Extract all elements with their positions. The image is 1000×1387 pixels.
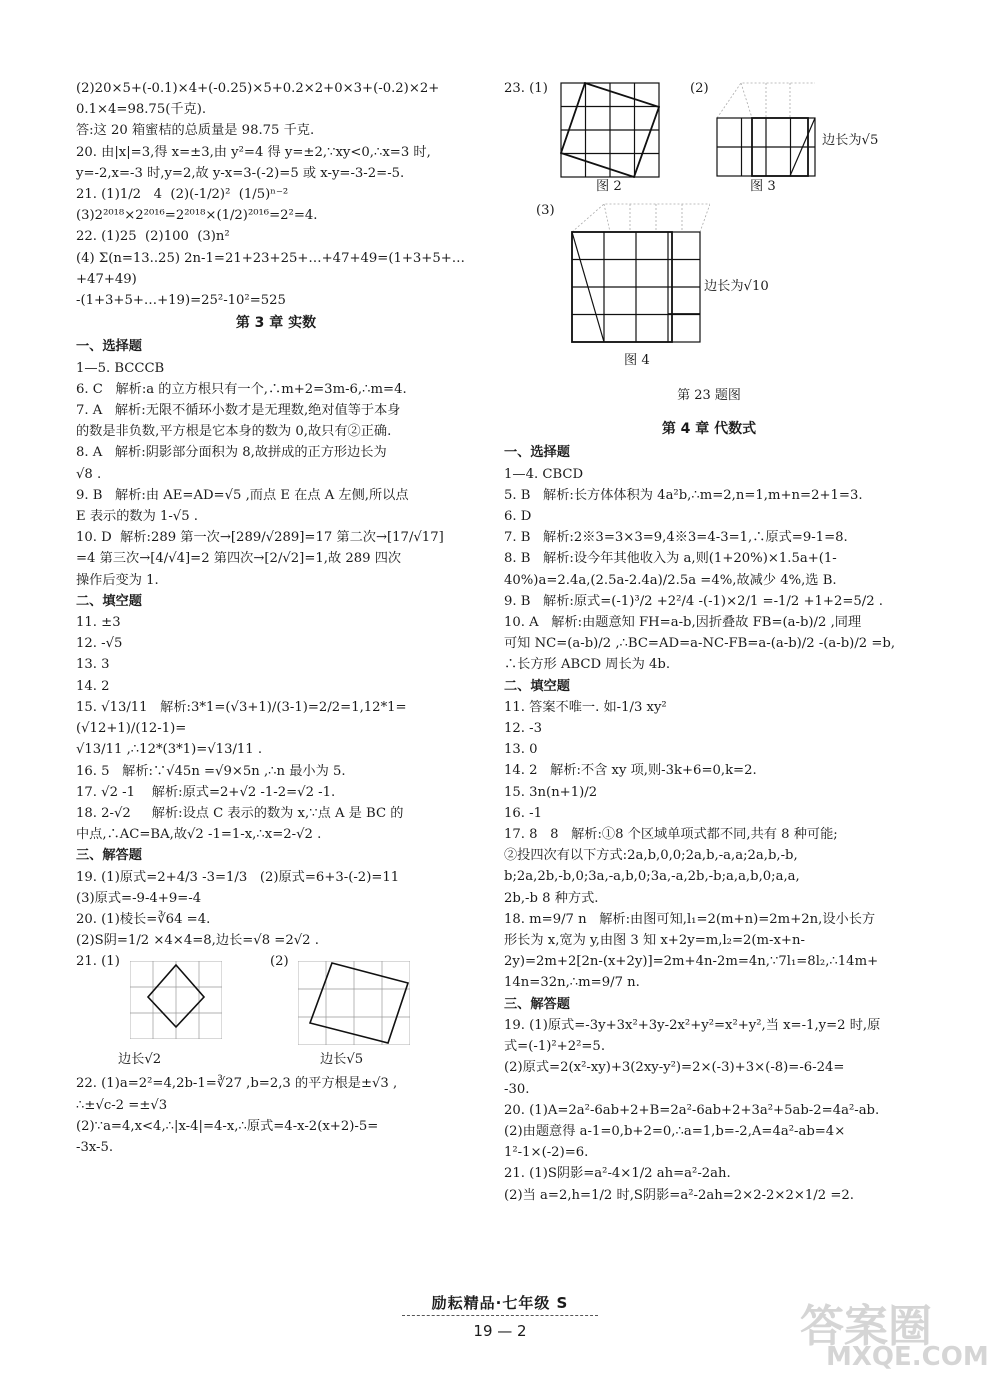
- text-line: 9. B 解析:原式=(-1)³/2 +2²/4 -(-1)×2/1 =-1/2 +1+2=5/2 .: [504, 593, 883, 609]
- text-line: ∴长方形 ABCD 周长为 4b.: [504, 657, 671, 673]
- text-line: (2)∵a=4,x<4,∴|x-4|=4-x,∴原式=4-x-2(x+2)-5=: [76, 1118, 379, 1134]
- q21-figure-1: [130, 961, 222, 1039]
- chapter-3-title: 第 3 章 实数: [235, 315, 317, 332]
- text-line: 1²-1×(-2)=6.: [504, 1145, 589, 1161]
- text-line: 10. D 解析:289 第一次→[289/√289]=17 第二次→[17/√17]: [76, 530, 444, 546]
- text-line: 7. A 解析:无限不循环小数才是无理数,绝对值等于本身: [76, 403, 401, 419]
- text-line: 12. -√5: [76, 636, 123, 652]
- text-line: 7. B 解析:2※3=3×3=9,4※3=4-3=1,∴原式=9-1=8.: [504, 530, 848, 546]
- section-title: 一、选择题: [76, 339, 142, 355]
- text-line: 20. (1)棱长=∛64 =4.: [76, 911, 211, 927]
- text-line: 22. (1)a=2²=4,2b-1=∛27 ,b=2,3 的平方根是±√3 ,: [76, 1076, 398, 1092]
- text-line: 21. (1)1/2 4 (2)(-1/2)² (1/5)ⁿ⁻²: [76, 187, 289, 203]
- text-line: 20. (1)A=2a²-6ab+2+B=2a²-6ab+2+3a²+5ab-2=4a²-ab.: [504, 1102, 880, 1118]
- text-line: 40%)a=2.4a,(2.5a-2.4a)/2.5a =4%,故减少 4%,选 B.: [504, 572, 837, 588]
- text-line: 16. -1: [504, 805, 543, 821]
- text-line: 18. 2-√2 解析:设点 C 表示的数为 x,∵点 A 是 BC 的: [76, 805, 404, 821]
- text-line: 18. m=9/7 n 解析:由图可知,l₁=2(m+n)=2m+2n,设小长方: [504, 911, 876, 927]
- text-line: 2b,-b 8 种方式.: [504, 890, 599, 906]
- text-line: 14n=32n,∴m=9/7 n.: [504, 975, 640, 991]
- text-line: 14. 2 解析:不含 xy 项,则-3k+6=0,k=2.: [504, 763, 757, 779]
- text-line: 12. -3: [504, 721, 543, 737]
- q21-figure-2: [298, 961, 410, 1045]
- text-line: 8. B 解析:设今年其他收入为 a,则(1+20%)×1.5a+(1-: [504, 551, 837, 567]
- text-line: 可知 NC=(a-b)/2 ,∴BC=AD=a-NC-FB=a-(a-b)/2 -(a-b)/2 =b,: [504, 636, 896, 652]
- section-title: 三、解答题: [76, 848, 142, 864]
- text-line: E 表示的数为 1-√5 .: [76, 509, 198, 525]
- chapter-4-title: 第 4 章 代数式: [661, 421, 757, 438]
- text-line: (3)原式=-9-4+9=-4: [76, 890, 202, 906]
- text-line: 16. 5 解析:∵√45n =√9×5n ,∴n 最小为 5.: [76, 763, 346, 779]
- text-line: 21. (1)S阴影=a²-4×1/2 ah=a²-2ah.: [504, 1166, 731, 1182]
- text-line: 19. (1)原式=2+4/3 -3=1/3 (2)原式=6+3-(-2)=11: [76, 869, 400, 885]
- text-line: 14. 2: [76, 678, 110, 694]
- text-line: 17. 8 8 解析:①8 个区域单项式都不同,共有 8 种可能;: [504, 827, 838, 843]
- text-line: 19. (1)原式=-3y+3x²+3y-2x²+y²=x²+y²,当 x=-1,y=2 时,原: [504, 1017, 881, 1033]
- q21-caption-2: 边长√5: [320, 1052, 364, 1068]
- text-line: 9. B 解析:由 AE=AD=√5 ,而点 E 在点 A 左侧,所以点: [76, 487, 409, 503]
- text-line: -30.: [504, 1081, 530, 1097]
- section-title: 二、填空题: [504, 678, 570, 694]
- text-line: 式=(-1)²+2²=5.: [504, 1039, 606, 1055]
- text-line: 15. 3n(n+1)/2: [504, 784, 598, 800]
- footer-divider: [402, 1315, 598, 1316]
- q21-label-2: (2): [270, 954, 289, 970]
- text-line: 20. 由|x|=3,得 x=±3,由 y²=4 得 y=±2,∵xy<0,∴x=3 时,: [76, 144, 431, 160]
- footer-brand: 励耘精品·七年级 S: [431, 1294, 569, 1312]
- text-line: √8 .: [76, 466, 102, 482]
- q23-label-1: 23. (1): [504, 81, 548, 96]
- text-line: 11. ±3: [76, 615, 121, 631]
- watermark-line-1: 答案圈: [800, 1301, 932, 1352]
- text-line: 5. B 解析:长方体体积为 4a²b,∴m=2,n=1,m+n=2+1=3.: [504, 487, 863, 503]
- text-line: 0.1×4=98.75(千克).: [76, 102, 207, 118]
- text-line: (2)S阴=1/2 ×4×4=8,边长=√8 =2√2 .: [76, 933, 319, 949]
- text-line: b;2a,2b,-b,0;3a,-a,b,0;3a,-a,2b,-b;a,a,b,0;a,a,: [504, 869, 800, 885]
- text-line: 的数是非负数,平方根是它本身的数为 0,故只有②正确.: [76, 424, 392, 440]
- text-line: (4) Σ(n=13..25) 2n-1=21+23+25+…+47+49=(1+3+5+…+47+49): [76, 250, 465, 287]
- section-title: 三、解答题: [504, 996, 570, 1012]
- figure-4: [570, 202, 710, 350]
- left-column: [76, 78, 476, 1158]
- figure-4-caption: 图 4: [624, 353, 650, 368]
- q21-caption-1: 边长√2: [118, 1052, 162, 1068]
- text-line: ∴±√c-2 =±√3: [76, 1097, 168, 1113]
- q23-label-2: (2): [690, 81, 709, 96]
- figure-3-caption: 图 3: [750, 179, 776, 194]
- text-line: 22. (1)25 (2)100 (3)n²: [76, 229, 230, 245]
- text-line: y=-2,x=-3 时,y=2,故 y-x=3-(-2)=5 或 x-y=-3-2=-5.: [76, 165, 405, 181]
- q23-figures-top: [504, 78, 914, 196]
- text-line: 答:这 20 箱蜜桔的总质量是 98.75 千克.: [76, 123, 315, 139]
- text-line: ②投四次有以下方式:2a,b,0,0;2a,b,-a,a;2a,b,-b,: [504, 848, 798, 864]
- text-line: (2)当 a=2,h=1/2 时,S阴影=a²-2ah=2×2-2×2×1/2 =2.: [504, 1187, 854, 1203]
- text-line: =4 第三次→[4/√4]=2 第四次→[2/√2]=1,故 289 四次: [76, 551, 402, 567]
- text-line: (2)原式=2(x²-xy)+3(2xy-y²)=2×(-3)+3×(-8)=-6-24=: [504, 1060, 845, 1076]
- q21-label: 21. (1): [76, 954, 120, 970]
- text-line: 17. √2 -1 解析:原式=2+√2 -1-2=√2 -1.: [76, 784, 336, 800]
- text-line: (2)由题意得 a-1=0,b+2=0,∴a=1,b=-2,A=4a²-ab=4×: [504, 1123, 846, 1139]
- section-title: 一、选择题: [504, 445, 570, 461]
- figure-3: [716, 82, 816, 178]
- figure-2-caption: 图 2: [596, 179, 622, 194]
- text-line: 1—4. CBCD: [504, 466, 584, 482]
- text-line: (2)20×5+(-0.1)×4+(-0.25)×5+0.2×2+0×3+(-0.2)×2+: [76, 81, 440, 96]
- text-line: 11. 答案不唯一. 如-1/3 xy²: [504, 699, 667, 715]
- text-line: -(1+3+5+…+19)=25²-10²=525: [76, 293, 286, 309]
- text-line: 13. 0: [504, 742, 538, 758]
- q23-figures-bottom: [504, 196, 914, 372]
- text-line: 操作后变为 1.: [76, 572, 159, 588]
- text-line: 形长为 x,宽为 y,由图 3 知 x+2y=m,l₂=2(m-x+n-: [504, 933, 805, 949]
- text-line: 6. C 解析:a 的立方根只有一个,∴m+2=3m-6,∴m=4.: [76, 381, 407, 397]
- figure-title: 第 23 题图: [677, 388, 741, 403]
- text-line: (3)2²⁰¹⁸×2²⁰¹⁶=2²⁰¹⁸×(1/2)²⁰¹⁶=2²=4.: [76, 208, 318, 224]
- figure-2: [560, 82, 660, 178]
- watermark: [800, 1290, 990, 1380]
- section-title: 二、填空题: [76, 593, 142, 609]
- text-line: 2y)=2m+2[2n-(x+2y)]=2m+4n-2m=4n,∵7l₁=8l₂,∴14m+: [504, 954, 879, 970]
- page-number: 19 — 2: [473, 1322, 527, 1340]
- text-line: √13/11 ,∴12*(3*1)=√13/11 .: [76, 742, 263, 758]
- q23-label-3: (3): [536, 203, 555, 218]
- figure-4-side: 边长为√10: [704, 279, 769, 294]
- text-line: 13. 3: [76, 657, 110, 673]
- right-column: [504, 78, 914, 1206]
- text-line: -3x-5.: [76, 1139, 114, 1155]
- text-line: 8. A 解析:阴影部分面积为 8,故拼成的正方形边长为: [76, 445, 387, 461]
- text-line: 6. D: [504, 509, 532, 525]
- text-line: 10. A 解析:由题意知 FH=a-b,因折叠故 FB=(a-b)/2 ,同理: [504, 615, 862, 631]
- text-line: 1—5. BCCCB: [76, 360, 165, 376]
- watermark-line-2: MXQE.COM: [826, 1342, 989, 1372]
- q21-figures: [76, 951, 476, 1073]
- text-line: 15. √13/11 解析:3*1=(√3+1)/(3-1)=2/2=1,12*1=(√12+1)/(12-1)=: [76, 699, 407, 737]
- text-line: 中点,∴AC=BA,故√2 -1=1-x,∴x=2-√2 .: [76, 827, 322, 843]
- figure-3-side: 边长为√5: [822, 133, 879, 148]
